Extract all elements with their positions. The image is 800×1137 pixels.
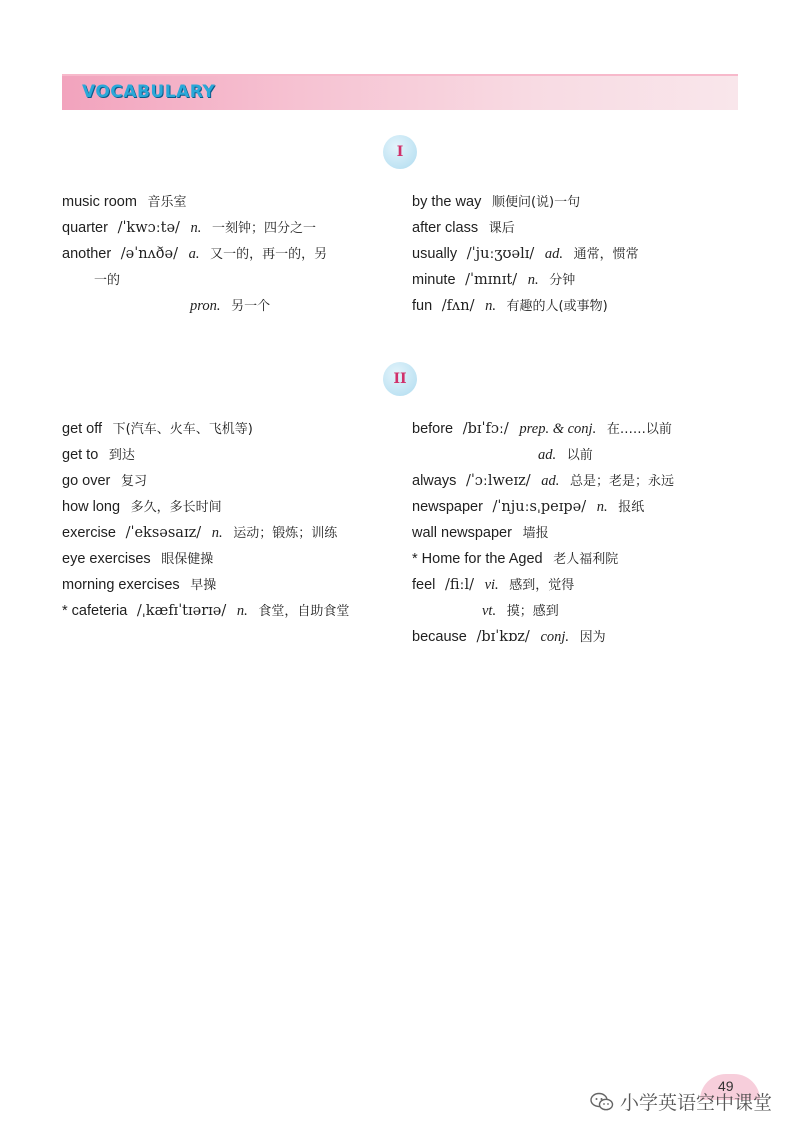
part-of-speech: n. [211, 525, 223, 541]
chinese-meaning: 早操 [190, 578, 217, 593]
phonetic: /ˈjuːʒʊəlɪ/ [466, 246, 535, 262]
vocab-entry [62, 442, 392, 468]
term: minute [412, 272, 456, 288]
vocab-entry [62, 546, 392, 572]
vocab-entry [412, 572, 742, 598]
vocab-entry [62, 520, 392, 546]
term: music room [62, 194, 137, 210]
phonetic: /ˌkæfɪˈtɪərɪə/ [136, 603, 227, 619]
term: get to [62, 447, 99, 463]
chinese-meaning: 又一的，再一的，另 [210, 247, 328, 262]
term: feel [412, 577, 436, 593]
term: newspaper [412, 499, 483, 515]
vocab-entry [412, 520, 742, 546]
term: eye exercises [62, 551, 151, 567]
vocab-entry [62, 494, 392, 520]
vocab-entry-continuation [62, 267, 392, 293]
chinese-meaning: 有趣的人(或事物) [506, 299, 608, 314]
term: before [412, 421, 454, 437]
vocab-entry [412, 241, 742, 267]
phonetic: /bɪˈfɔː/ [462, 421, 509, 437]
chinese-meaning: 通常，惯常 [573, 247, 639, 262]
phonetic: /fʌn/ [441, 298, 475, 314]
vocab-entry-continuation [412, 598, 742, 624]
vocab-entry [412, 215, 742, 241]
part-of-speech: n. [485, 298, 496, 314]
vocab-entry [412, 267, 742, 293]
term: by the way [412, 194, 482, 210]
part-of-speech: ad. [538, 447, 557, 463]
phonetic: /əˈnʌðə/ [120, 246, 178, 262]
part-of-speech: vi. [484, 577, 499, 593]
vocab-entry [62, 189, 392, 215]
chinese-meaning: 顺便问(说)一句 [491, 195, 581, 210]
term: wall newspaper [412, 525, 512, 541]
term: go over [62, 473, 111, 489]
phonetic: /fiːl/ [445, 577, 474, 593]
phonetic: /ˈɔːlweɪz/ [465, 473, 531, 489]
section-1-right-column [412, 189, 742, 319]
vocab-entry [412, 189, 742, 215]
vocab-entry [412, 546, 742, 572]
term: * Home for the Aged [412, 551, 543, 567]
term: quarter [62, 220, 108, 236]
chinese-meaning: 另一个 [231, 299, 271, 314]
chinese-meaning: 墙报 [522, 526, 549, 541]
chinese-meaning: 课后 [488, 221, 515, 236]
section-badge-1: I [383, 135, 417, 169]
chinese-meaning: 一的 [94, 273, 121, 288]
section-2-right-column [412, 416, 742, 650]
chinese-meaning: 摸；感到 [506, 604, 559, 619]
term: always [412, 473, 457, 489]
chinese-meaning: 老人福利院 [553, 552, 619, 567]
part-of-speech: conj. [540, 629, 570, 645]
chinese-meaning: 因为 [579, 630, 606, 645]
term: exercise [62, 525, 116, 541]
vocab-entry [62, 215, 392, 241]
page-number: 49 [718, 1078, 734, 1094]
wechat-icon [590, 1092, 614, 1112]
chinese-meaning: 到达 [108, 448, 135, 463]
vocab-entry [62, 598, 392, 624]
vocab-entry [412, 624, 742, 650]
vocab-entry [412, 468, 742, 494]
part-of-speech: ad. [544, 246, 563, 262]
chinese-meaning: 运动；锻炼；训练 [233, 526, 338, 541]
term: * cafeteria [62, 603, 128, 619]
part-of-speech: ad. [541, 473, 560, 489]
chinese-meaning: 分钟 [549, 273, 576, 288]
page-title: VOCABULARY [82, 82, 216, 102]
phonetic: /bɪˈkɒz/ [476, 629, 530, 645]
term: after class [412, 220, 479, 236]
vocab-entry [412, 293, 742, 319]
chinese-meaning: 报纸 [618, 500, 645, 515]
vocab-entry [62, 416, 392, 442]
term: morning exercises [62, 577, 180, 593]
part-of-speech: n. [527, 272, 539, 288]
chinese-meaning: 以前 [566, 448, 593, 463]
part-of-speech: pron. [190, 298, 221, 314]
chinese-meaning: 总是；老是；永远 [569, 474, 674, 489]
section-badge-2: II [383, 362, 417, 396]
term: get off [62, 421, 103, 437]
phonetic: /ˈmɪnɪt/ [465, 272, 518, 288]
section-2-left-column [62, 416, 392, 624]
chinese-meaning: 复习 [120, 474, 147, 489]
part-of-speech: n. [236, 603, 248, 619]
chinese-meaning: 眼保健操 [161, 552, 214, 567]
vocab-entry [412, 416, 742, 442]
vocab-entry-continuation [62, 293, 392, 319]
phonetic: /ˈeksəsaɪz/ [125, 525, 202, 541]
vocab-entry-continuation [412, 442, 742, 468]
part-of-speech: a. [188, 246, 200, 262]
term: fun [412, 298, 433, 314]
part-of-speech: vt. [482, 603, 497, 619]
vocabulary-header-band [62, 74, 738, 110]
chinese-meaning: 在……以前 [606, 422, 672, 437]
vocab-entry [62, 572, 392, 598]
section-1-left-column [62, 189, 392, 319]
phonetic: /ˈkwɔːtə/ [117, 220, 180, 236]
term: how long [62, 499, 121, 515]
chinese-meaning: 一刻钟；四分之一 [212, 221, 317, 236]
chinese-meaning: 食堂，自助食堂 [258, 604, 350, 619]
chinese-meaning: 多久，多长时间 [130, 500, 222, 515]
term: because [412, 629, 467, 645]
vocab-entry [62, 468, 392, 494]
phonetic: /ˈnjuːsˌpeɪpə/ [492, 499, 587, 515]
vocab-entry [412, 494, 742, 520]
chinese-meaning: 音乐室 [147, 195, 187, 210]
part-of-speech: n. [596, 499, 608, 515]
term: another [62, 246, 112, 262]
watermark-text: 小学英语空中课堂 [620, 1092, 773, 1114]
watermark [590, 1088, 772, 1115]
term: usually [412, 246, 458, 262]
part-of-speech: n. [190, 220, 202, 236]
chinese-meaning: 感到，觉得 [509, 578, 575, 593]
chinese-meaning: 下(汽车、火车、飞机等) [112, 422, 253, 437]
vocab-entry [62, 241, 392, 267]
part-of-speech: prep. & conj. [519, 421, 597, 437]
